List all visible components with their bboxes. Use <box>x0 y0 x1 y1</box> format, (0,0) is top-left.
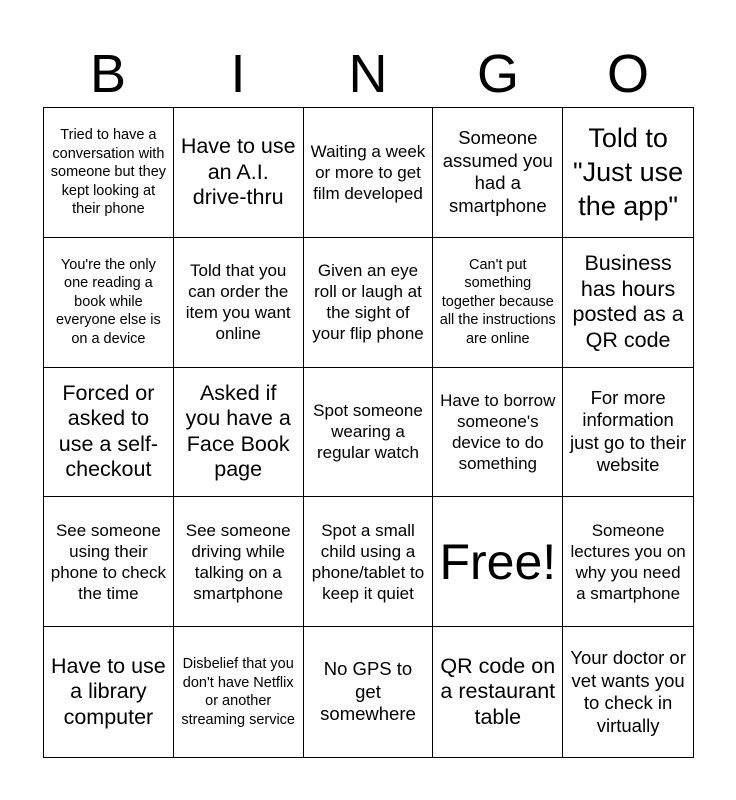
cell-text: No GPS to get somewhere <box>320 658 416 725</box>
cell-text: Told that you can order the item you want online <box>185 261 291 344</box>
cell-text: Asked if you have a Face Book page <box>185 380 291 482</box>
cell-text: See someone driving while talking on a smartphone <box>185 520 291 603</box>
cell-text: Waiting a week or more to get film developed <box>310 141 426 203</box>
bingo-cell-r1-c3[interactable] <box>304 108 434 238</box>
cell-text: Disbelief that you don't have Netflix or another streaming service <box>181 656 295 728</box>
bingo-cell-r1-c5[interactable] <box>563 108 693 238</box>
cell-text: You're the only one reading a book while everyone else is on a device <box>56 256 161 347</box>
bingo-cell-r4-c2[interactable] <box>174 497 304 627</box>
cell-text: See someone using their phone to check the time <box>50 520 167 603</box>
bingo-cell-r1-c1[interactable] <box>44 108 174 238</box>
bingo-cell-r4-c1[interactable] <box>44 497 174 627</box>
bingo-cell-r3-c3[interactable] <box>304 368 434 498</box>
cell-text: Forced or asked to use a self-checkout <box>58 380 158 482</box>
header-letter-b: B <box>89 44 127 104</box>
bingo-board <box>43 107 694 758</box>
bingo-cell-r3-c2[interactable] <box>174 368 304 498</box>
header-letter-n: N <box>348 44 388 104</box>
header-letter-g: G <box>476 44 519 104</box>
bingo-cell-r4-c3[interactable] <box>304 497 434 627</box>
bingo-cell-free[interactable] <box>433 497 563 627</box>
bingo-cell-r2-c3[interactable] <box>304 238 434 368</box>
bingo-cell-r4-c5[interactable] <box>563 497 693 627</box>
cell-text: Spot a small child using a phone/tablet to keep it quiet <box>311 520 425 603</box>
bingo-cell-r5-c2[interactable] <box>174 627 304 757</box>
cell-text: Told to "Just use the app" <box>573 123 684 222</box>
cell-text: Business has hours posted as a QR code <box>572 251 684 352</box>
cell-text: Given an eye roll or laugh at the sight of your flip phone <box>312 261 424 344</box>
cell-text: Someone assumed you had a smartphone <box>442 127 553 216</box>
bingo-cell-r2-c5[interactable] <box>563 238 693 368</box>
bingo-cell-r5-c1[interactable] <box>44 627 174 757</box>
bingo-cell-r5-c3[interactable] <box>304 627 434 757</box>
cell-text: Someone lectures you on why you need a smartphone <box>570 520 686 603</box>
cell-text: For more information just go to their website <box>569 386 687 476</box>
bingo-cell-r2-c4[interactable] <box>433 238 563 368</box>
header-letter-o: O <box>606 44 649 104</box>
bingo-cell-r5-c4[interactable] <box>433 627 563 757</box>
bingo-cell-r2-c1[interactable] <box>44 238 174 368</box>
bingo-cell-r3-c1[interactable] <box>44 368 174 498</box>
bingo-cell-r5-c5[interactable] <box>563 627 693 757</box>
cell-text: Can't put something together because all the instructions are online <box>439 256 556 347</box>
bingo-cell-r1-c4[interactable] <box>433 108 563 238</box>
cell-text: Your doctor or vet wants you to check in virtually <box>570 647 686 736</box>
bingo-cell-r1-c2[interactable] <box>174 108 304 238</box>
bingo-cell-r2-c2[interactable] <box>174 238 304 368</box>
bingo-header <box>43 44 693 104</box>
bingo-cell-r3-c4[interactable] <box>433 368 563 498</box>
cell-text: Have to borrow someone's device to do something <box>440 390 556 473</box>
bingo-cell-r3-c5[interactable] <box>563 368 693 498</box>
cell-text: Have to use a library computer <box>51 653 166 729</box>
cell-text: Tried to have a conversation with someone but they kept looking at their phone <box>50 127 167 218</box>
free-space-text: Free! <box>439 533 557 590</box>
header-letter-i: I <box>230 44 246 104</box>
cell-text: Spot someone wearing a regular watch <box>313 401 423 463</box>
cell-text: QR code on a restaurant table <box>440 653 556 729</box>
cell-text: Have to use an A.I. drive-thru <box>180 134 296 210</box>
